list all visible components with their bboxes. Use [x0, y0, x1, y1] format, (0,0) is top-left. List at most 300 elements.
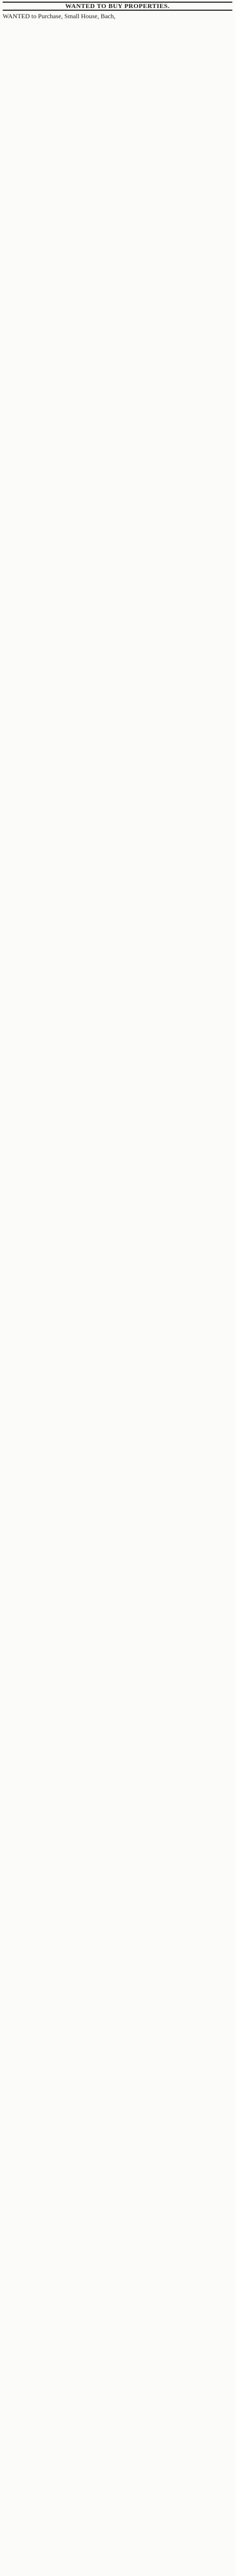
ad-text-line	[3, 783, 232, 790]
ad-text-line	[3, 1227, 232, 1234]
ad-text-line	[3, 1086, 232, 1093]
ad-text-line	[3, 1977, 232, 1984]
ad-text-line	[3, 282, 232, 289]
ad-text-line	[3, 508, 232, 515]
ad-text-line	[3, 543, 232, 550]
ad-text-line	[3, 465, 232, 472]
ad-text-line	[3, 2259, 232, 2266]
ad-text-line	[3, 34, 232, 41]
ad-text-line	[3, 734, 232, 741]
ad-text-line	[3, 2492, 232, 2499]
ad-text-line	[3, 63, 232, 70]
ad-text-line	[3, 437, 232, 444]
ad-text-line	[3, 1352, 232, 1359]
ad-text-line	[3, 2054, 232, 2061]
ad-text-line	[3, 1234, 232, 1241]
ad-text-line	[3, 1360, 232, 1367]
ad-text-line	[3, 1942, 232, 1949]
ad-text-line	[3, 868, 232, 875]
classified-ad	[3, 13, 232, 41]
ad-text-line	[3, 889, 232, 896]
ad-text-line	[3, 1451, 232, 1458]
ad-text-line	[3, 988, 232, 994]
ad-text-line	[3, 1388, 232, 1395]
ad-text-line	[3, 910, 232, 917]
ad-text-line	[3, 388, 232, 395]
ad-text-line	[3, 1668, 232, 1675]
ad-text-line	[3, 1072, 232, 1079]
ad-text-line	[3, 2189, 232, 2196]
ad-text-line	[3, 1156, 232, 1163]
ad-text-line	[3, 1563, 232, 1570]
ad-text-line	[3, 1001, 232, 1008]
ad-text-line	[3, 2392, 232, 2399]
ad-text-line	[3, 1640, 232, 1647]
ad-text-line	[3, 1823, 232, 1830]
ad-text-line	[3, 1766, 232, 1773]
ad-text-line	[3, 2026, 232, 2033]
ad-text-line	[3, 1205, 232, 1212]
ad-text-line	[3, 2040, 232, 2047]
ad-text-line	[3, 2047, 232, 2054]
ad-text-line	[3, 2013, 232, 2020]
ad-text-line	[3, 967, 232, 974]
ad-text-line	[3, 2287, 232, 2293]
classified-ad	[3, 2295, 232, 2413]
ad-text-line	[3, 268, 232, 275]
ad-text-line	[3, 1612, 232, 1619]
ad-text-line	[3, 1465, 232, 1472]
ad-text-line	[3, 656, 232, 663]
ad-text-line	[3, 2295, 232, 2302]
ad-text-line	[3, 515, 232, 522]
ad-text-line	[3, 1114, 232, 1121]
ad-text-line	[3, 500, 232, 507]
ad-text-line	[3, 1057, 232, 1064]
ad-text-line	[3, 628, 232, 635]
ad-text-line	[3, 1198, 232, 1205]
ad-text-line	[3, 367, 232, 374]
ad-text-line	[3, 2203, 232, 2210]
ad-text-line	[3, 700, 232, 707]
ad-text-line	[3, 2485, 232, 2492]
ad-text-line	[3, 353, 232, 360]
ad-text-line	[3, 1746, 232, 1753]
ad-text-line	[3, 1521, 232, 1528]
ad-text-line	[3, 707, 232, 714]
ad-text-line	[3, 945, 232, 952]
ad-text-line	[3, 1128, 232, 1135]
ad-text-line	[3, 1444, 232, 1451]
ad-text-line	[3, 27, 232, 34]
ad-text-line	[3, 275, 232, 282]
ad-text-line	[3, 1050, 232, 1057]
ad-text-line	[3, 317, 232, 324]
ad-text-line	[3, 1493, 232, 1499]
ad-text-line	[3, 1893, 232, 1900]
ad-text-line	[3, 741, 232, 748]
ad-text-line	[3, 1029, 232, 1036]
ad-text-line	[3, 1844, 232, 1851]
ad-text-line	[3, 112, 232, 118]
ad-text-line	[3, 1506, 232, 1513]
ad-text-line	[3, 1093, 232, 1100]
ad-text-line	[3, 2196, 232, 2203]
ad-text-line	[3, 2061, 232, 2068]
ad-text-line	[3, 1177, 232, 1184]
ad-text-line	[3, 762, 232, 769]
ad-text-line	[3, 310, 232, 317]
ad-text-line	[3, 2422, 232, 2429]
ad-text-line	[3, 1268, 232, 1275]
ad-text-line	[3, 154, 232, 161]
ad-text-line	[3, 1107, 232, 1114]
ad-text-line	[3, 2110, 232, 2117]
ad-text-line	[3, 1718, 232, 1725]
ad-text-line	[3, 98, 232, 105]
ad-text-line	[3, 2322, 232, 2329]
ad-text-line	[3, 133, 232, 140]
ad-text-line	[3, 2020, 232, 2026]
ad-text-line	[3, 1499, 232, 1506]
ad-text-line	[3, 346, 232, 353]
ad-text-line	[3, 70, 232, 77]
ad-text-line	[3, 409, 232, 415]
ad-text-line	[3, 903, 232, 910]
ad-text-line	[3, 296, 232, 303]
ad-text-line	[3, 2161, 232, 2168]
ad-text-line	[3, 2350, 232, 2357]
ad-text-line	[3, 2273, 232, 2280]
ad-text-line	[3, 2436, 232, 2443]
ad-text-line	[3, 2168, 232, 2175]
ad-text-line	[3, 395, 232, 402]
ad-text-line	[3, 840, 232, 847]
ad-text-line	[3, 1633, 232, 1640]
ad-text-line	[3, 56, 232, 63]
ad-text-line	[3, 1591, 232, 1598]
ad-text-line	[3, 1626, 232, 1633]
ad-text-line	[3, 289, 232, 296]
ad-text-line	[3, 2471, 232, 2478]
section-heading	[3, 2154, 232, 2159]
ad-text-line	[3, 1296, 232, 1303]
ad-text-line	[3, 1816, 232, 1823]
ad-text-line	[3, 303, 232, 310]
classified-ad	[3, 42, 232, 118]
ad-text-line	[3, 748, 232, 755]
ad-text-line	[3, 1191, 232, 1198]
ad-text-line	[3, 1683, 232, 1690]
ad-text-line	[3, 1367, 232, 1374]
ad-text-line	[3, 1858, 232, 1865]
ad-text-line	[3, 769, 232, 776]
ad-text-line	[3, 1661, 232, 1668]
ad-text-line	[3, 833, 232, 840]
ad-text-line	[3, 1711, 232, 1718]
ad-text-line	[3, 1647, 232, 1654]
ad-text-line	[3, 1542, 232, 1549]
ad-text-line	[3, 381, 232, 388]
ad-text-line	[3, 190, 232, 197]
ad-text-line	[3, 819, 232, 826]
ad-text-line	[3, 2175, 232, 2182]
ad-text-line	[3, 2378, 232, 2385]
ad-text-line	[3, 77, 232, 84]
ad-text-line	[3, 1135, 232, 1142]
ad-text-line	[3, 721, 232, 727]
ad-text-line	[3, 2399, 232, 2406]
classified-ad	[3, 805, 232, 959]
ad-text-line	[3, 1395, 232, 1402]
ad-text-line	[3, 1100, 232, 1107]
ad-text-line	[3, 2082, 232, 2089]
ad-text-line	[3, 536, 232, 543]
ad-text-line	[3, 522, 232, 529]
ad-text-line	[3, 1241, 232, 1248]
ad-text-line	[3, 1036, 232, 1043]
ad-text-line	[3, 1900, 232, 1907]
ad-text-line	[3, 861, 232, 868]
ad-text-line	[3, 755, 232, 762]
ad-text-line	[3, 1773, 232, 1780]
ad-text-line	[3, 2280, 232, 2287]
classified-ad	[3, 508, 232, 578]
ad-text-line	[3, 2315, 232, 2322]
ad-text-line	[3, 324, 232, 331]
ad-text-line	[3, 1149, 232, 1156]
ad-text-line	[3, 2138, 232, 2145]
classified-ad	[3, 1515, 232, 1675]
ad-text-line	[3, 2131, 232, 2138]
ad-text-line	[3, 1275, 232, 1282]
ad-text-line	[3, 1549, 232, 1556]
ad-text-line	[3, 2364, 232, 2371]
ad-text-line	[3, 1437, 232, 1444]
ad-text-line	[3, 1830, 232, 1837]
ad-text-line	[3, 1015, 232, 1022]
ad-text-line	[3, 2266, 232, 2273]
ad-text-line	[3, 2329, 232, 2336]
ad-text-line	[3, 663, 232, 670]
ad-text-line	[3, 2506, 232, 2513]
ad-text-line	[3, 2217, 232, 2224]
ad-text-line	[3, 1303, 232, 1310]
ad-text-line	[3, 1760, 232, 1766]
ad-text-line	[3, 1374, 232, 1381]
ad-text-line	[3, 714, 232, 721]
ad-text-line	[3, 1121, 232, 1128]
ad-text-line	[3, 2450, 232, 2457]
ad-text-line	[3, 1043, 232, 1050]
ad-text-line	[3, 2534, 232, 2541]
ad-text-line	[3, 331, 232, 338]
ad-text-line	[3, 812, 232, 819]
ad-text-line	[3, 1170, 232, 1177]
ad-text-line	[3, 2499, 232, 2506]
ad-text-line	[3, 161, 232, 168]
ad-text-line	[3, 1416, 232, 1423]
ad-text-line	[3, 1556, 232, 1563]
ad-text-line	[3, 493, 232, 500]
ad-text-line	[3, 218, 232, 225]
ad-text-line	[3, 1907, 232, 1914]
ad-text-line	[3, 2245, 232, 2252]
ad-text-line	[3, 1212, 232, 1219]
ad-text-line	[3, 1220, 232, 1227]
ad-text-line	[3, 430, 232, 437]
ad-text-line	[3, 211, 232, 218]
ad-text-line	[3, 127, 232, 133]
classified-ad	[3, 1816, 232, 1998]
ad-text-line	[3, 1331, 232, 1338]
ad-text-line	[3, 1254, 232, 1261]
ad-text-line	[3, 924, 232, 931]
ad-text-line	[3, 917, 232, 924]
ad-text-line	[3, 472, 232, 479]
ad-text-line	[3, 2357, 232, 2364]
ad-text-line	[3, 486, 232, 493]
ad-text-line	[3, 2343, 232, 2350]
ad-text-line	[3, 2548, 232, 2555]
ad-text-line	[3, 360, 232, 367]
ad-text-line	[3, 374, 232, 381]
ad-text-line	[3, 1794, 232, 1801]
ad-text-line	[3, 1345, 232, 1352]
ad-text-line	[3, 1808, 232, 1815]
ad-text-line	[3, 1654, 232, 1661]
ad-text-line	[3, 84, 232, 91]
ad-text-line	[3, 1289, 232, 1296]
ad-text-line	[3, 2182, 232, 2189]
ad-text-line	[3, 2371, 232, 2378]
ad-text-line	[3, 614, 232, 621]
ad-text-line	[3, 1064, 232, 1071]
ad-text-line	[3, 1598, 232, 1605]
ad-text-line	[3, 797, 232, 804]
ad-text-line	[3, 2145, 232, 2152]
ad-text-line	[3, 790, 232, 797]
classified-ad	[3, 579, 232, 677]
ad-text-line	[3, 974, 232, 981]
ad-text-line	[3, 140, 232, 147]
ad-text-line	[3, 1787, 232, 1794]
ad-text-line	[3, 147, 232, 154]
ad-text-line	[3, 2096, 232, 2103]
ad-text-line	[3, 168, 232, 175]
ad-text-line: WANTED to Purchase, Small House, Bach,	[3, 13, 116, 20]
ad-text-line	[3, 422, 232, 429]
classified-ad	[3, 1676, 232, 1815]
ad-text-line	[3, 981, 232, 988]
ad-text-line	[3, 571, 232, 578]
ad-text-line	[3, 2302, 232, 2308]
ad-text-line	[3, 1535, 232, 1542]
ad-text-line	[3, 1619, 232, 1626]
section-heading	[3, 2415, 232, 2421]
ad-text-line	[3, 260, 232, 267]
ad-text-line	[3, 2124, 232, 2131]
ad-text-line	[3, 197, 232, 204]
ad-text-line	[3, 1963, 232, 1970]
ad-text-line	[3, 776, 232, 783]
classified-ad	[3, 1360, 232, 1513]
ad-text-line	[3, 621, 232, 628]
ad-text-line	[3, 938, 232, 945]
classified-ad	[3, 1072, 232, 1219]
ad-text-line	[3, 1991, 232, 1998]
ad-text-line	[3, 1472, 232, 1479]
classified-ad	[3, 268, 232, 338]
ad-text-line	[3, 183, 232, 190]
ad-text-line	[3, 1458, 232, 1465]
ad-text-line	[3, 1956, 232, 1963]
ad-text-line	[3, 1801, 232, 1808]
ad-text-line	[3, 42, 232, 49]
ad-text-line	[3, 1865, 232, 1872]
ad-text-line	[3, 1837, 232, 1844]
ad-text-line	[3, 2443, 232, 2450]
ad-text-line	[3, 1690, 232, 1697]
classified-ad	[3, 686, 232, 804]
ad-text-line	[3, 1079, 232, 1086]
ad-text-line	[3, 2336, 232, 2343]
ad-text-line	[3, 847, 232, 854]
page-banner-heading: WANTED TO BUY PROPERTIES.	[3, 2, 232, 11]
ad-text-line	[3, 2252, 232, 2259]
classified-ad	[3, 2422, 232, 2576]
ad-text-line	[3, 1577, 232, 1584]
ad-text-line	[3, 2103, 232, 2110]
ad-text-line	[3, 2429, 232, 2436]
ad-text-line	[3, 1324, 232, 1331]
ad-text-line	[3, 458, 232, 465]
ad-text-line	[3, 339, 232, 346]
ad-text-line	[3, 1338, 232, 1345]
ad-text-line	[3, 693, 232, 700]
ad-text-line	[3, 826, 232, 833]
ad-text-line	[3, 1515, 232, 1521]
classified-ad	[3, 120, 232, 182]
classified-ad	[3, 183, 232, 267]
ad-text-line	[3, 2068, 232, 2075]
ad-text-line	[3, 1872, 232, 1879]
ad-text-line	[3, 451, 232, 458]
ad-text-line	[3, 2224, 232, 2231]
ad-text-line	[3, 246, 232, 253]
ad-text-line	[3, 2513, 232, 2520]
ad-text-line	[3, 1949, 232, 1956]
ad-text-line	[3, 1008, 232, 1015]
ad-text-line	[3, 931, 232, 938]
ad-text-line	[3, 2117, 232, 2124]
ad-text-line	[3, 2464, 232, 2471]
ad-text-line	[3, 882, 232, 889]
classified-ad	[3, 2161, 232, 2293]
ad-text-line	[3, 642, 232, 649]
ad-text-line	[3, 2527, 232, 2534]
ad-text-line	[3, 444, 232, 451]
ad-text-line	[3, 120, 232, 127]
ad-text-line	[3, 1879, 232, 1886]
ad-text-line	[3, 557, 232, 564]
ad-text-line	[3, 2562, 232, 2568]
ad-text-line	[3, 1282, 232, 1289]
ad-text-line	[3, 1423, 232, 1430]
ad-text-line	[3, 586, 232, 593]
ad-text-line	[3, 1676, 232, 1683]
ad-text-line	[3, 1486, 232, 1493]
